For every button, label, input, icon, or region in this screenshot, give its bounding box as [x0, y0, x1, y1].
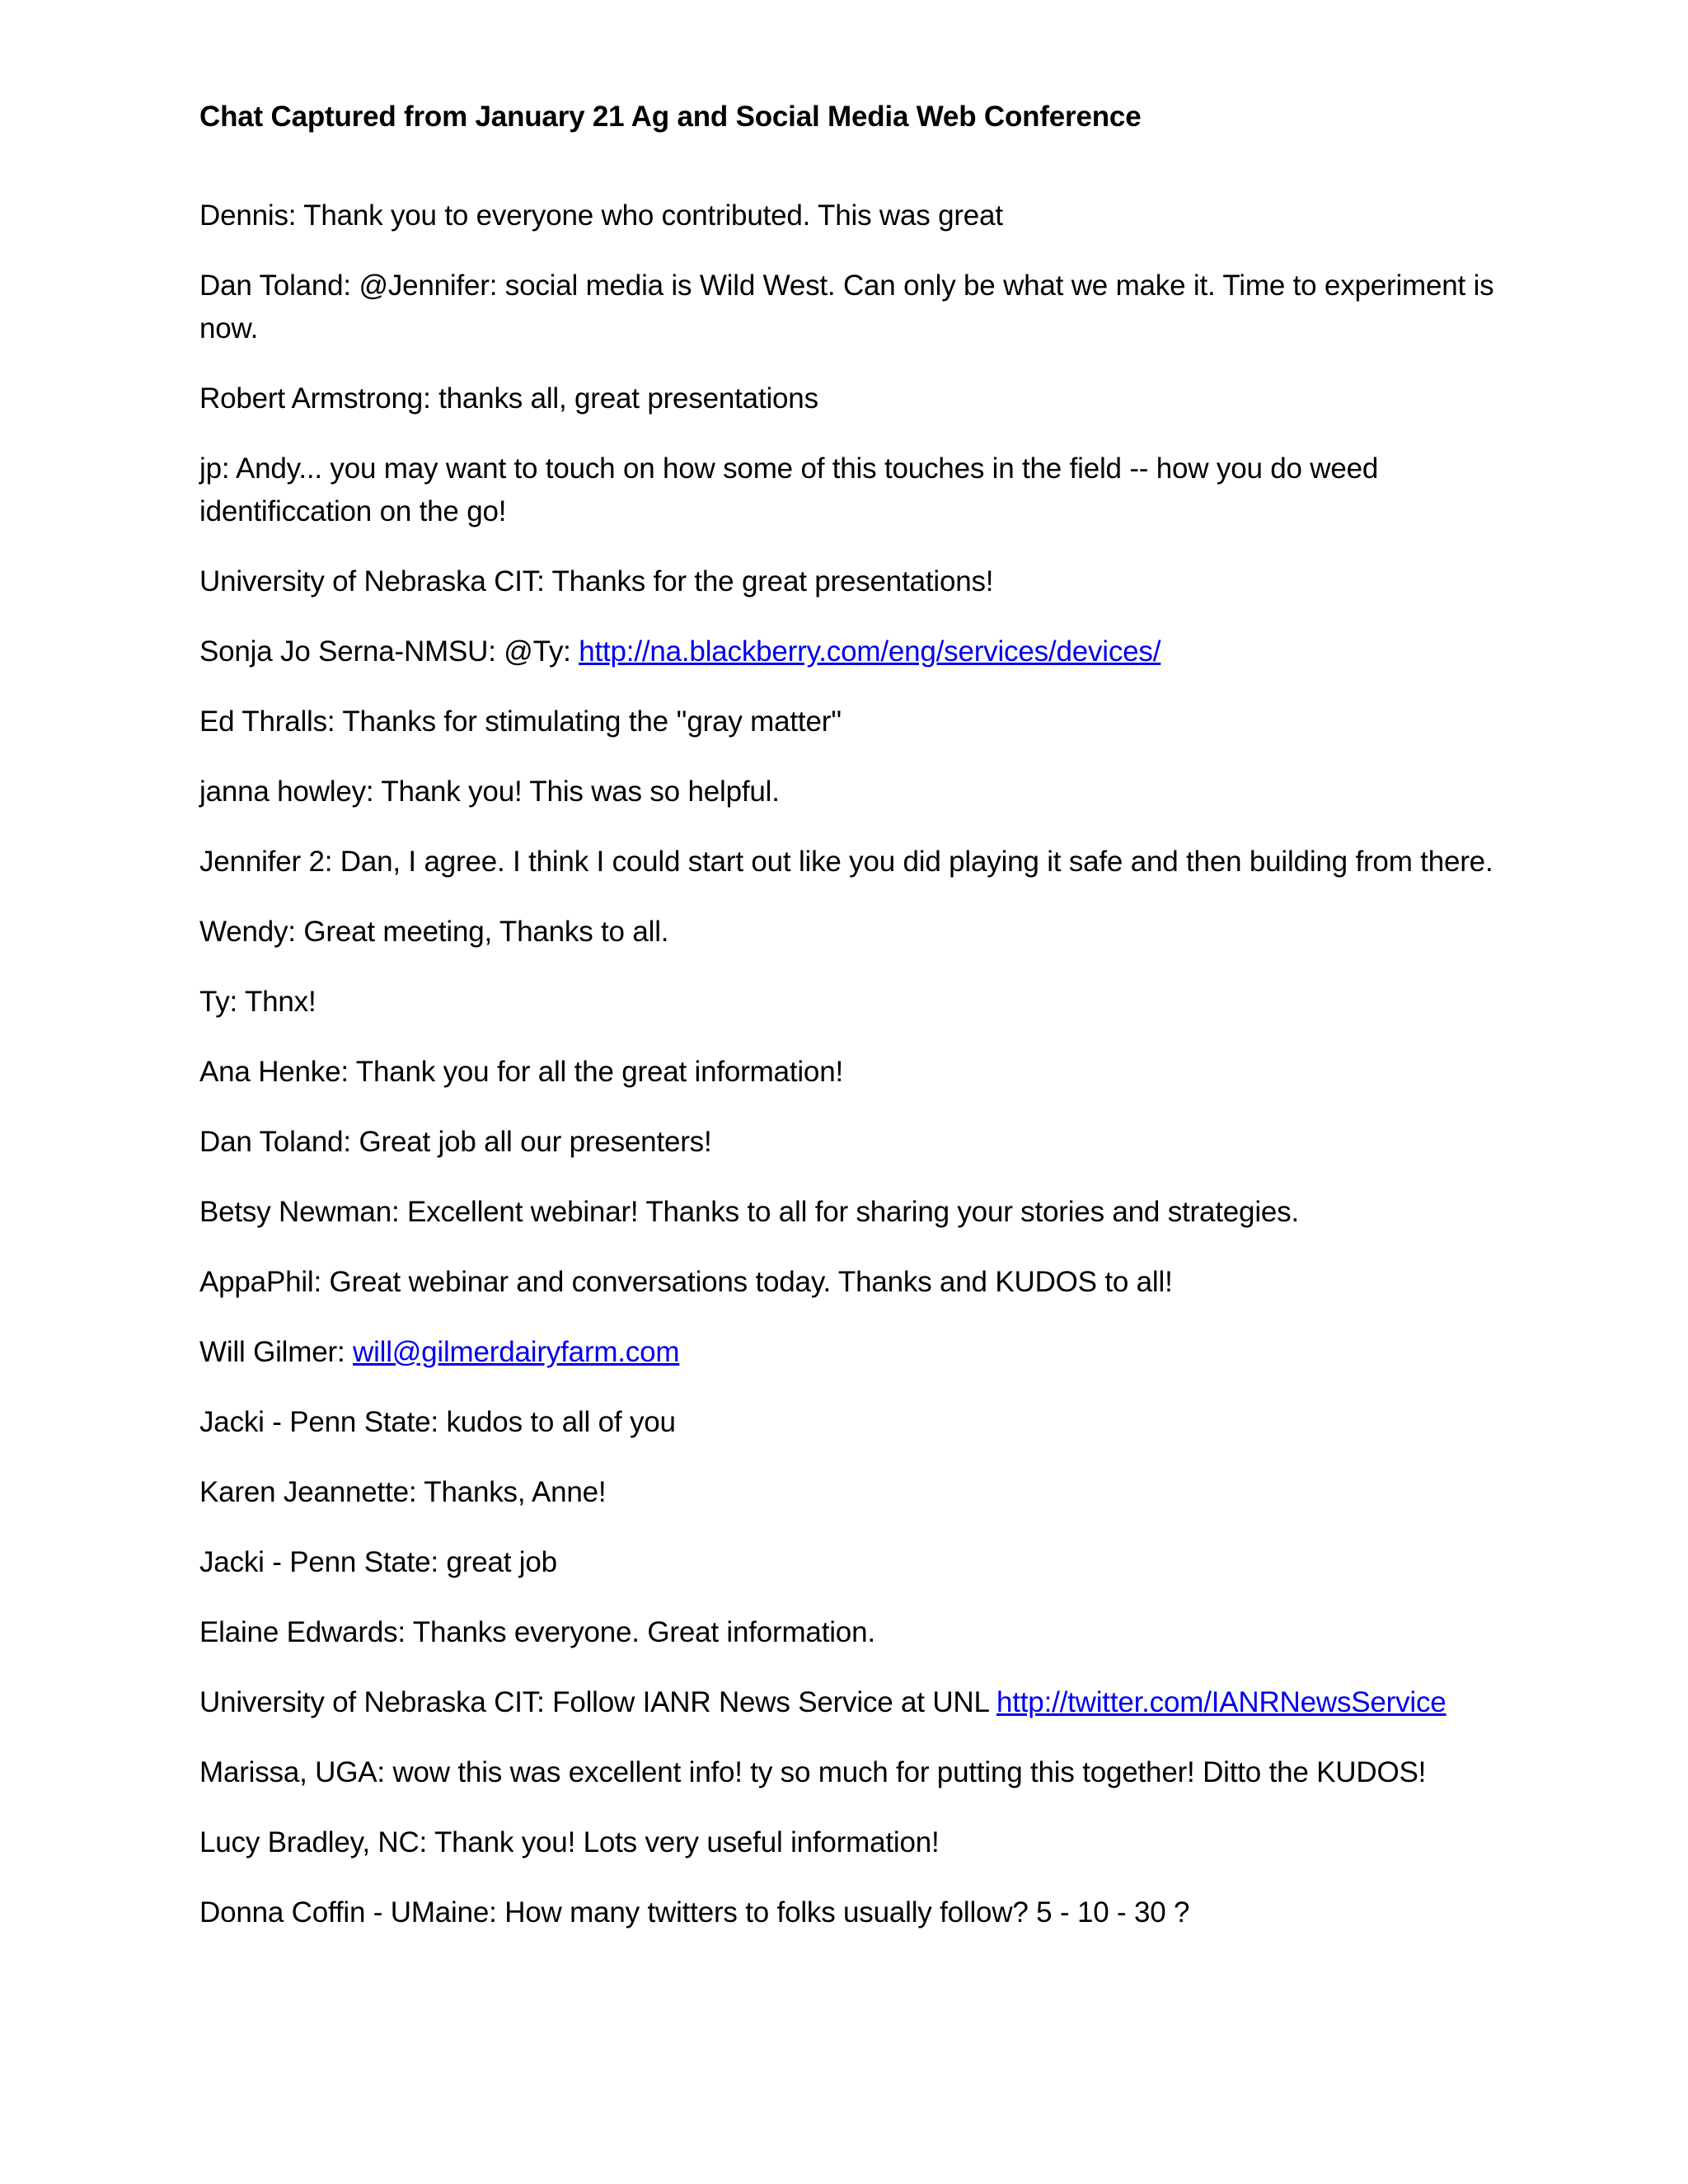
chat-message: [199, 1401, 1518, 1444]
chat-message: [199, 1261, 1518, 1304]
chat-message-link[interactable]: will@gilmerdairyfarm.com: [353, 1336, 680, 1368]
chat-message-text: Robert Armstrong: thanks all, great presentations: [199, 382, 818, 415]
chat-message-text: Lucy Bradley, NC: Thank you! Lots very useful information!: [199, 1826, 940, 1858]
chat-message-text: AppaPhil: Great webinar and conversations today. Thanks and KUDOS to all!: [199, 1266, 1173, 1298]
chat-message: [199, 981, 1518, 1024]
chat-message: [199, 377, 1518, 420]
chat-message: [199, 1121, 1518, 1164]
chat-message: [199, 1331, 1518, 1374]
chat-message-text: Wendy: Great meeting, Thanks to all.: [199, 916, 669, 948]
chat-transcript: [199, 194, 1518, 1934]
document-title: Chat Captured from January 21 Ag and Social Media Web Conference: [199, 101, 1142, 133]
chat-message-text: Elaine Edwards: Thanks everyone. Great information.: [199, 1616, 875, 1648]
chat-message-text: Jennifer 2: Dan, I agree. I think I could start out like you did playing it safe and then building from there.: [199, 846, 1493, 878]
chat-message: [199, 1821, 1518, 1864]
chat-message: [199, 1471, 1518, 1514]
chat-message-text: Karen Jeannette: Thanks, Anne!: [199, 1476, 607, 1508]
chat-message-text: Sonja Jo Serna-NMSU: @Ty:: [199, 635, 579, 668]
chat-message: [199, 1751, 1518, 1794]
chat-message: [199, 1611, 1518, 1654]
chat-message: [199, 265, 1518, 350]
chat-message-text: jp: Andy... you may want to touch on how some of this touches in the field -- how you do weed identificcation on the go!: [199, 452, 1379, 527]
chat-message: [199, 1191, 1518, 1234]
chat-message-text: Jacki - Penn State: great job: [199, 1546, 557, 1578]
chat-message: [199, 630, 1518, 673]
chat-message: [199, 1681, 1518, 1724]
chat-message-text: Jacki - Penn State: kudos to all of you: [199, 1406, 676, 1438]
chat-message: [199, 560, 1518, 603]
chat-message-text: Dan Toland: Great job all our presenters!: [199, 1126, 712, 1158]
chat-message-text: Marissa, UGA: wow this was excellent info! ty so much for putting this together! Ditto the KUDOS!: [199, 1756, 1427, 1788]
chat-message-text: University of Nebraska CIT: Follow IANR News Service at UNL: [199, 1686, 996, 1718]
chat-message: [199, 1541, 1518, 1584]
chat-message-text: Ana Henke: Thank you for all the great information!: [199, 1056, 843, 1088]
document-content: [199, 97, 1518, 1961]
chat-message: [199, 1051, 1518, 1094]
chat-message-text: Dan Toland: @Jennifer: social media is Wild West. Can only be what we make it. Time to experiment is now.: [199, 269, 1494, 344]
chat-message: [199, 911, 1518, 954]
chat-message: [199, 841, 1518, 883]
chat-message-text: Will Gilmer:: [199, 1336, 353, 1368]
chat-message-text: Dennis: Thank you to everyone who contributed. This was great: [199, 199, 1003, 232]
chat-message: [199, 194, 1518, 237]
chat-message-text: Ed Thralls: Thanks for stimulating the ''gray matter'': [199, 705, 842, 738]
chat-message: [199, 701, 1518, 743]
chat-message-text: Ty: Thnx!: [199, 986, 316, 1018]
chat-message-text: Betsy Newman: Excellent webinar! Thanks to all for sharing your stories and strategies.: [199, 1196, 1299, 1228]
chat-message: [199, 448, 1518, 533]
chat-message: [199, 771, 1518, 813]
chat-message-text: Donna Coffin - UMaine: How many twitters to folks usually follow? 5 - 10 - 30 ?: [199, 1896, 1190, 1929]
chat-message-link[interactable]: http://twitter.com/IANRNewsService: [996, 1686, 1447, 1718]
chat-message-text: University of Nebraska CIT: Thanks for the great presentations!: [199, 565, 994, 598]
chat-message-link[interactable]: http://na.blackberry.com/eng/services/devices/: [579, 635, 1161, 668]
chat-message-text: janna howley: Thank you! This was so helpful.: [199, 776, 780, 808]
chat-message: [199, 1891, 1518, 1934]
